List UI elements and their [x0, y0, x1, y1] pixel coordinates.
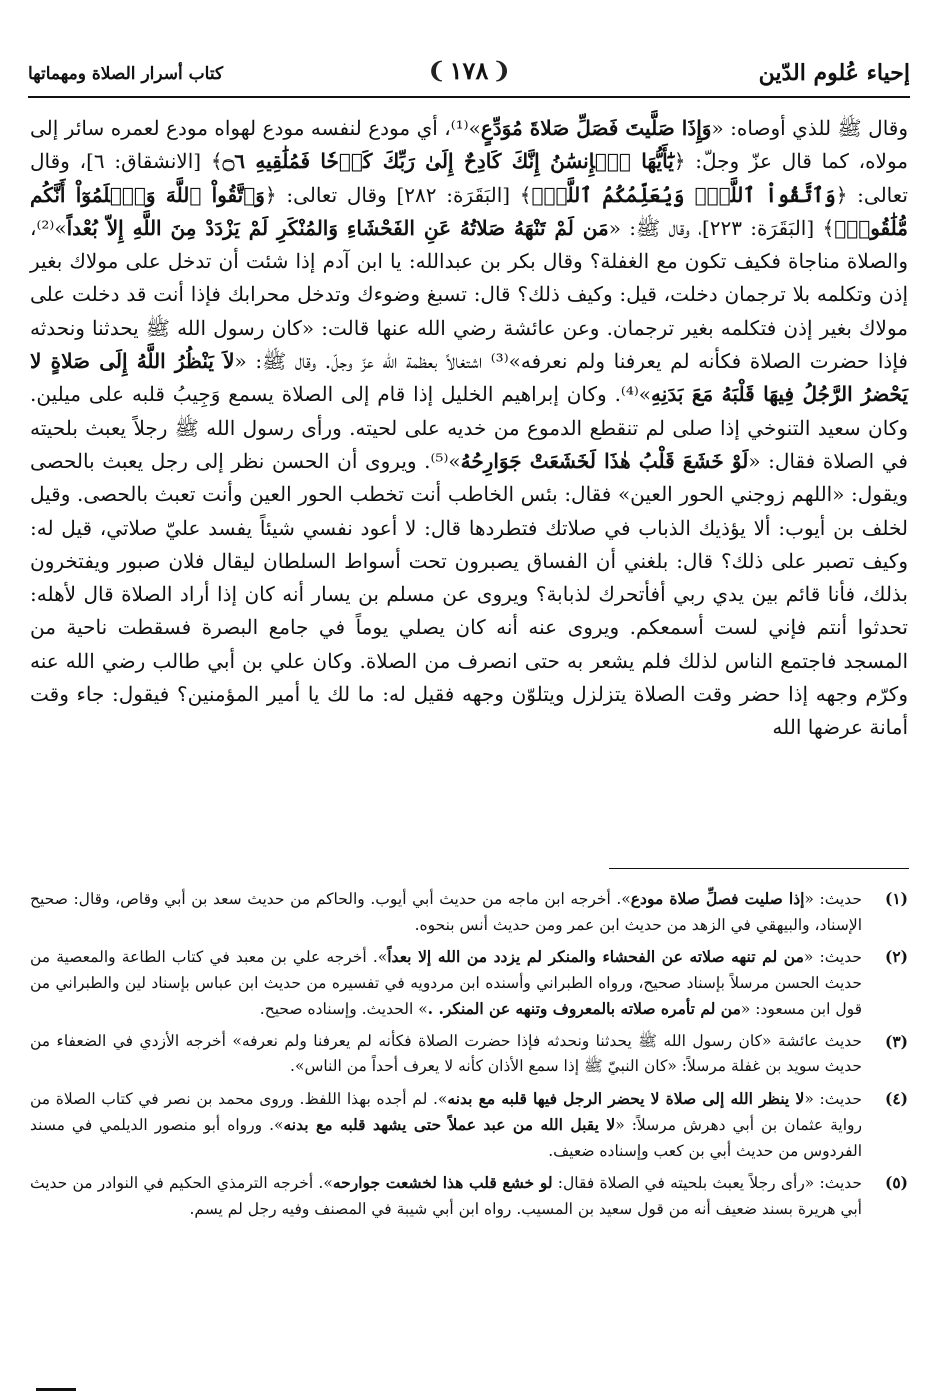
fn-quote: لو خشع قلب هذا لخشعت جوارحه — [332, 1173, 553, 1192]
quran-verse: وَٱتَّقُواْ ٱللَّهَ وَٱعۡلَمُوٓاْ أَنَّكُم مُّلَٰقُوهُۗ — [30, 182, 908, 240]
book-title: إحياء عُلوم الدّين — [758, 60, 910, 86]
fn-segment: ». أخرجه ابن ماجه من حديث أبي أيوب. والحاكم من حديث سعد بن أبي وقاص، وقال: صحيح الإسناد، والبيهقي في الزهد من حديث ابن عمر ومن حديث أنس بنحوه. — [30, 890, 862, 934]
fn-quote: لا يقبل الله من عبد عملاً حتى يشهد قلبه مع بدنه — [283, 1115, 616, 1134]
fn-quote: من لم تأمره صلاته بالمعروف وتنهه عن المنكر. . — [427, 999, 741, 1018]
page-number-block — [427, 56, 511, 85]
page-header — [28, 56, 910, 92]
fn-segment: حديث عائشة «كان رسول الله ﷺ يحدثنا ونحدثه فإذا حضرت الصلاة فكأنه لم يعرفنا ولم نعرفه» أخرجه الأزدي في الضعفاء من حديث سويد بن غفلة مرسلاً: «كان النبيّ ﷺ إذا سمع الأذان كأنه لا يعرف أحداً من الناس». — [30, 1031, 862, 1075]
footnote-text — [30, 1086, 862, 1165]
footnote — [30, 1029, 908, 1080]
footnote-number: (٣) — [884, 1031, 908, 1051]
text-segment: »⁽⁴⁾. وكان إبراهيم الخليل إذا قام إلى الصلاة يسمع وَجِيبُ قلبه على ميلين. وكان سعيد التنوخي إذا صلى لم تنقطع الدموع من خديه على لحيته. ورأى رسول الله ﷺ رجلاً يعبث بلحيته في الصلاة فقال: « — [30, 382, 908, 473]
chapter-title: كتاب أسرار الصلاة ومهماتها — [28, 64, 224, 84]
footnote-number: (١) — [884, 889, 908, 908]
fn-quote: لا ينظر الله إلى صلاة لا يحضر الرجل فيها قلبه مع بدنه — [447, 1088, 805, 1108]
main-text — [30, 112, 908, 745]
footnote — [30, 1170, 908, 1222]
footnote-text — [30, 886, 862, 938]
footnote-text — [30, 1170, 862, 1222]
ornament-left-icon: ❨ — [427, 57, 446, 84]
fn-segment: حديث: «رأى رجلاً يعبث بلحيته في الصلاة فقال: — [552, 1174, 862, 1192]
hadith-quote: مَن لَمْ تَنْهَهُ صَلاتُهُ عَنِ الفَحْشَاءِ وَالمُنْكَرِ لَمْ يَزْدَدْ مِنَ اللَّهِ إِلاّ بُعْداً — [66, 215, 609, 240]
footnote-number: (٢) — [884, 947, 908, 966]
footnotes — [30, 886, 908, 1228]
footnote — [30, 1086, 908, 1165]
text-segment: »⁽²⁾، والصلاة مناجاة فكيف تكون مع الغفلة؟ وقال بكر بن عبدالله: يا ابن آدم إذا شئت أن تدخل على مولاك بغير إذن وتكلمه بلا ترجمان دخلت، قيل: وكيف ذلك؟ قال: تسبغ وضوءك وتدخل محرابك فإذا أنت قد دخلت على مولاك بغير إذن فتكلمه بغير ترجمان. وعن عائشة رضي الله عنها قالت: «كان رسول الله ﷺ يحدثنا ونحدثه فإذا حضرت الصلاة فكأنه لم يعرفنا ولم نعرفه»⁽³⁾ اشتغالاً بعظمة الله عزّ وجلّ. وقال ﷺ: « — [30, 215, 908, 374]
text-segment: ﴾ [الانشقاق: ٦]، وقال تعالى: ﴿ — [30, 149, 908, 207]
footnote-number: (٥) — [884, 1173, 908, 1192]
fn-segment: ». لم أجده بهذا اللفظ. وروى محمد بن نصر في كتاب الصلاة من رواية عثمان بن أبي دهرش مرسلاً: « — [30, 1089, 863, 1134]
page-number: ١٧٨ — [449, 56, 489, 85]
footnote-text — [30, 944, 862, 1023]
quran-verse: وَٱتَّقُواْ ٱللَّهَۖ وَيُعَلِّمُكُمُ ٱللَّهُۗ — [531, 182, 836, 207]
text-segment: »⁽⁵⁾. ويروى أن الحسن نظر إلى رجل يعبث بالحصى ويقول: «اللهم زوجني الحور العين» فقال: بئس الخاطب أنت تخطب الحور العين وأنت تعبث بالحصى. وقيل لخلف بن أيوب: ألا يؤذيك الذباب في صلاتك فتطردها قال: لا أعود نفسي شيئاً يفسد عليّ صلاتي، قيل له: وكيف تصبر على ذلك؟ قال: بلغني أن الفساق يصبرون تحت أسواط السلطان ليقال فلان صبور ويفتخرون بذلك، فأنا قائم بين يدي ربي أفأتحرك لذبابة؟ ويروى عن مسلم بن يسار أنه كان إذا أراد الصلاة قال لأهله: تحدثوا أنتم فإني لست أسمعكم. ويروى عنه أنه كان يصلي يوماً في جامع البصرة فسقطت ناحية من المسجد فاجتمع الناس لذلك فلم يشعر به حتى انصرف من الصلاة. وكان علي بن أبي طالب رضي الله عنه وكرّم وجهه إذا حضر وقت الصلاة يتزلزل ويتلوّن وجهه فقيل له: ما لك يا أمير المؤمنين؟ فيقول: جاء وقت أمانة عرضها الله — [30, 448, 908, 740]
fn-segment: حديث: « — [803, 948, 863, 966]
footnote-text — [30, 1029, 862, 1080]
fn-quote: من لم تنهه صلاته عن الفحشاء والمنكر لم يزدد من الله إلا بعداً — [387, 947, 804, 966]
fn-segment: ». ورواه أبو منصور الديلمي في مسند الفردوس من حديث أبي بن كعب وإسناده ضعيف. — [30, 1116, 862, 1160]
fn-quote: إذا صليت فصلِّ صلاة مودع — [630, 889, 805, 908]
footnote-separator — [609, 868, 909, 869]
ornament-right-icon: ❩ — [492, 57, 511, 84]
text-segment: »⁽¹⁾، أي مودع لنفسه مودع لهواه مودع لعمره سائر إلى مولاه، كما قال عزّ وجلّ: ﴿ — [30, 116, 909, 174]
text-segment: وقال ﷺ للذي أوصاه: « — [711, 116, 909, 140]
quran-verse: يَٰٓأَيُّهَا ٱلۡإِنسَٰنُ إِنَّكَ كَادِحٌ إِلَىٰ رَبِّكَ كَدۡحٗا فَمُلَٰقِيهِ ۝٦ — [222, 149, 674, 174]
hadith-quote: وَإِذَا صَلَّيتَ فَصَلِّ صَلاةَ مُوَدِّعٍ — [480, 116, 712, 140]
fn-segment: حديث: « — [804, 1089, 862, 1108]
header-rule — [28, 96, 910, 98]
footnote — [30, 886, 908, 938]
fn-segment: » الحديث. وإسناده صحيح. — [259, 1000, 428, 1018]
text-segment: ﴾ [البَقَرَة: ٢٨٢] وقال تعالى: ﴿ — [264, 182, 532, 207]
hadith-quote: لاَ يَنْظُرُ اللَّهُ إِلَى صَلاةٍ لا يَحْضرُ الرَّجُلُ فِيهَا قَلْبَهُ مَعَ بَدَنِهِ — [30, 349, 908, 407]
text-segment: ﴾ [البَقَرَة: ٢٢٣]، وقال ﷺ: « — [608, 215, 835, 240]
hadith-quote: لَوْ خَشَعَ قَلْبُ هٰذَا لَخَشَعَتْ جَوَارِحُهُ — [460, 448, 749, 473]
bottom-edge-mark — [36, 1388, 76, 1391]
main-paragraph — [30, 112, 908, 745]
fn-segment: حديث: « — [804, 890, 862, 908]
fn-segment: ». أخرجه علي بن معبد في كتاب الطاعة والمعصية من حديث الحسن مرسلاً بإسناد صحيح، ورواه الطبراني وأسنده ابن مردويه في تفسيره من حديث ابن عباس بإسناد لين والطبراني من قول ابن مسعود: « — [30, 948, 862, 1018]
footnote-number: (٤) — [884, 1088, 908, 1108]
fn-segment: ». أخرجه الترمذي الحكيم في النوادر من حديث أبي هريرة بسند ضعيف أنه من قول سعيد بن المسيب. رواه ابن أبي شيبة في المصنف وفيه رجل لم يسم. — [30, 1174, 862, 1218]
footnote — [30, 944, 908, 1023]
